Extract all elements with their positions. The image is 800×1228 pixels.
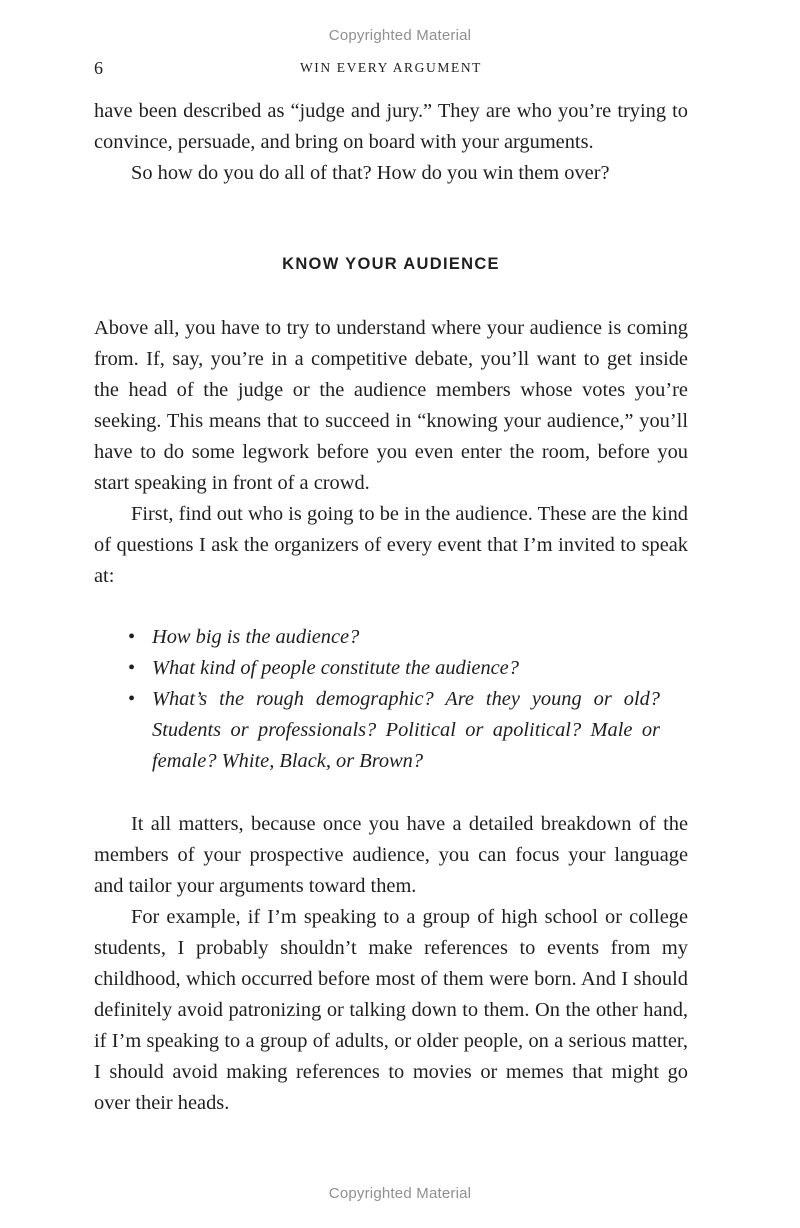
copyright-watermark-top: Copyrighted Material [328,27,472,44]
list-item [94,684,688,777]
bullet-icon: • [128,688,136,710]
paragraph-it-all-matters: It all matters, because once you have a detailed breakdown of the members of your prospective audience, you can focus your language and tailor your arguments toward them. [94,813,688,897]
paragraph-above-all: Above all, you have to try to understand where your audience is coming from. If, say, you’re in a competitive debate, you’ll want to get inside the head of the judge or the audience members whose votes you’re seeking. This means that to succeed in “knowing your audience,” you’ll have to do some legwork before you even enter the room, before you start speaking in front of a crowd. [94,317,688,494]
bullet-icon: • [128,626,136,648]
copyright-watermark-bottom: Copyrighted Material [328,1185,472,1202]
running-title: WIN EVERY ARGUMENT [299,60,483,75]
paragraph-for-example: For example, if I’m speaking to a group of high school or college students, I probably shouldn’t make references to events from my childhood, which occurred before most of them were born. And I should definitely avoid patronizing or talking down to them. On the other hand, if I’m speaking to a group of adults, or older people, on a serious matter, I should avoid making references to movies or memes that might go over their heads. [94,906,688,1114]
section-heading: KNOW YOUR AUDIENCE [282,255,500,273]
bullet-icon: • [128,657,136,679]
paragraph-first-find-out: First, find out who is going to be in the audience. These are the kind of questions I ask the organizers of every event that I’m invited to speak at: [94,503,688,587]
page-number: 6 [94,58,103,78]
audience-questions-list [94,622,688,777]
paragraph-continuation: have been described as “judge and jury.” They are who you’re trying to convince, persuade, and bring on board with your arguments. [94,100,688,153]
paragraph-question: So how do you do all of that? How do you win them over? [131,162,610,184]
list-item-text: How big is the audience? [152,626,360,648]
list-item-text: What kind of people constitute the audience? [152,657,519,679]
running-header [94,58,688,80]
list-item-text: What’s the rough demographic? Are they young or old? Students or professionals? Political or apolitical? Male or female? White, Black, or Brown? [152,688,660,772]
list-item [94,653,688,684]
list-item [94,622,688,653]
